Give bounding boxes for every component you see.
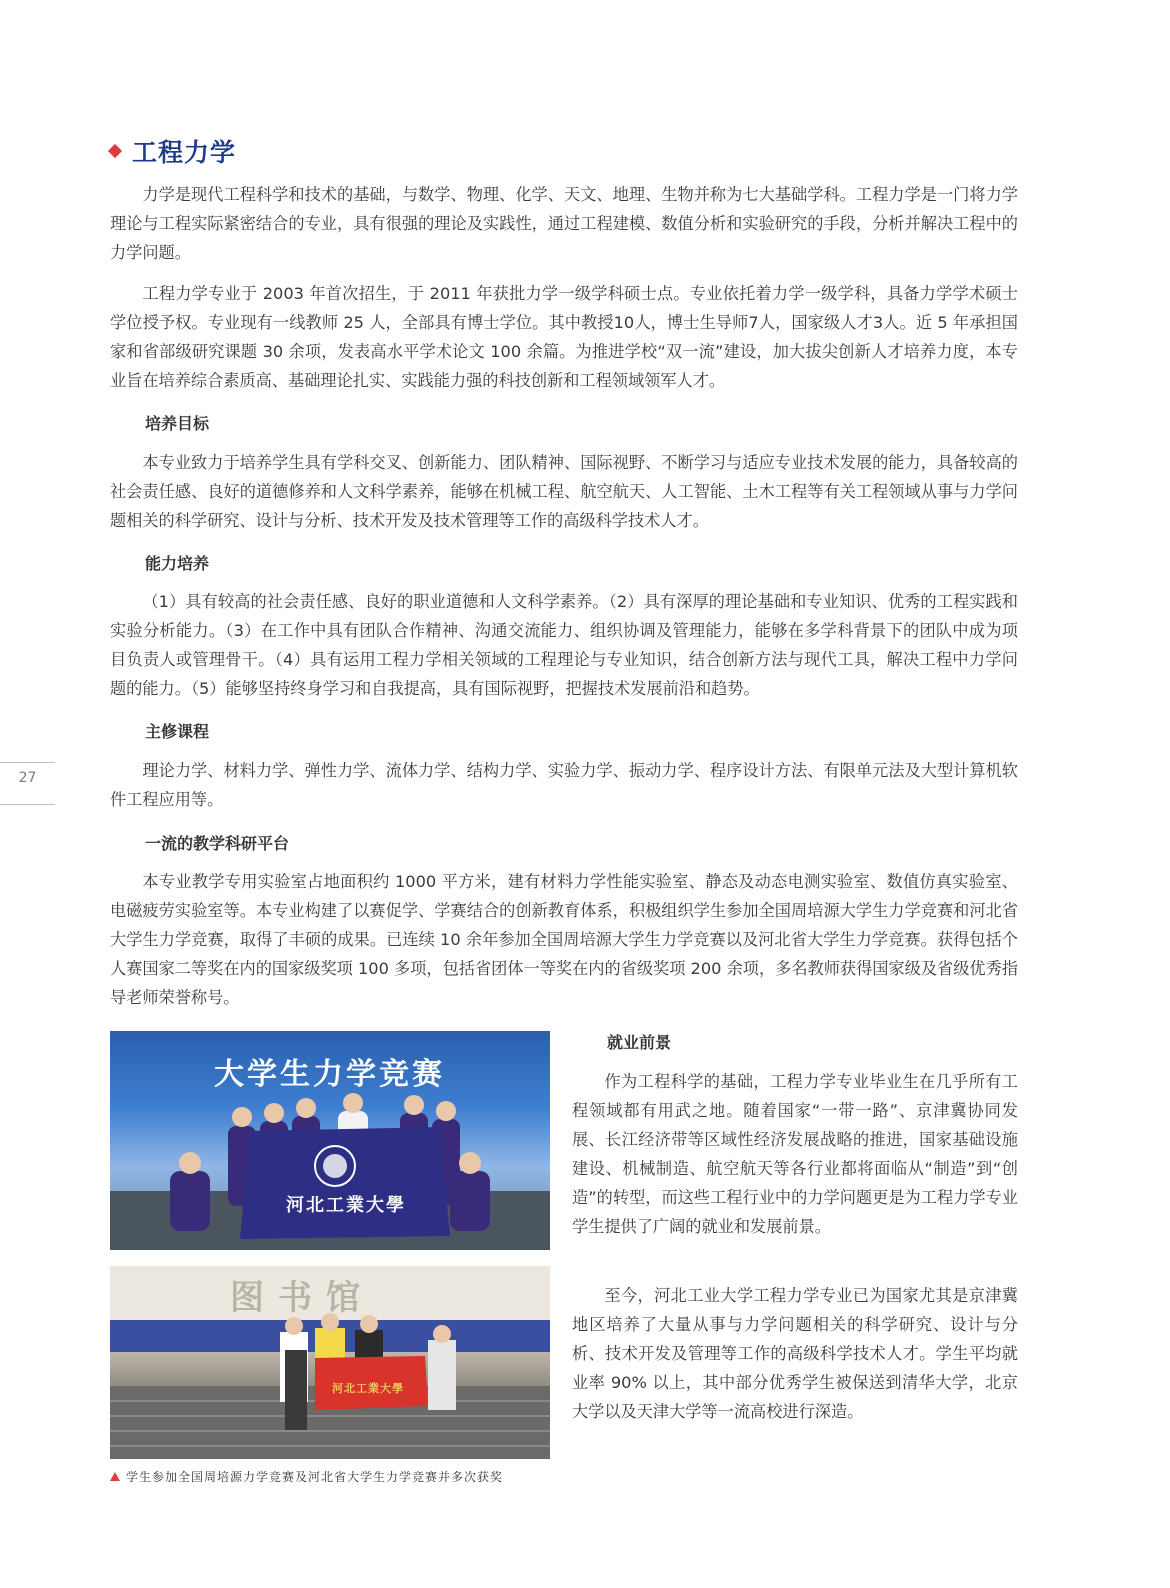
abilities-heading: 能力培养 <box>145 554 210 573</box>
career-heading: 就业前景 <box>607 1033 672 1052</box>
abilities-paragraph: （1）具有较高的社会责任感、良好的职业道德和人文科学素养。（2）具有深厚的理论基础和专业知识、优秀的工程实践和实验分析能力。（3）在工作中具有团队合作精神、沟通交流能力、组织协调及管理能力，能够在多学科背景下的团队中成为项目负责人或管理骨干。（4）具有运用工程力学相关领域的工程理论与专业知识，结合创新方法与现代工具，解决工程中力学问题的能力。（5）能够坚持终身学习和自我提高，具有国际视野，把握技术发展前沿和趋势。 <box>110 592 1018 698</box>
photo-2-sign-text: 图书馆 <box>230 1278 374 1318</box>
intro-paragraph: 力学是现代工程科学和技术的基础，与数学、物理、化学、天文、地理、生物并称为七大基础学科。工程力学是一门将力学理论与工程实际紧密结合的专业，具有很强的理论及实践性，通过工程建模、数值分析和实验研究的手段，分析并解决工程中的力学问题。 <box>110 185 1018 262</box>
page-number-rule-top <box>0 762 55 763</box>
goals-heading: 培养目标 <box>145 414 210 433</box>
photo-caption-text: 学生参加全国周培源力学竞赛及河北省大学生力学竞赛并多次获奖 <box>126 1470 504 1484</box>
triangle-bullet-icon <box>110 1472 120 1481</box>
history-paragraph: 工程力学专业于 2003 年首次招生，于 2011 年获批力学一级学科硕士点。专业依托着力学一级学科，具备力学学术硕士学位授予权。专业现有一线教师 25 人，全部具有博士学位。其中教授10人，博士生导师7人，国家级人才3人。近 5 年承担国家和省部级研究课题 30 余项，发表高水平学术论文 100 余篇。为推进学校“双一流”建设，加大拔尖创新人才培养力度，本专业旨在培养综合素质高、基础理论扎实、实践能力强的科技创新和工程领域领军人才。 <box>110 284 1018 390</box>
page-number: 27 <box>18 770 37 786</box>
section-title-row <box>110 134 236 168</box>
photo-caption <box>110 1468 503 1485</box>
career-paragraph-2: 至今，河北工业大学工程力学专业已为国家尤其是京津冀地区培养了大量从事与力学问题相关的科学研究、设计与分析、技术开发及管理等工作的高级科学技术人才。学生平均就业率 90% 以上，其中部分优秀学生被保送到清华大学，北京大学以及天津大学等一流高校进行深造。 <box>572 1286 1018 1421</box>
platform-heading: 一流的教学科研平台 <box>145 834 290 853</box>
career-paragraph-1: 作为工程科学的基础，工程力学专业毕业生在几乎所有工程领域都有用武之地。随着国家“一带一路”、京津冀协同发展、长江经济带等区域性经济发展战略的推进，国家基础设施建设、机械制造、航空航天等各行业都将面临从“制造”到“创造”的转型，而这些工程行业中的力学问题更是为工程力学专业学生提供了广阔的就业和发展前景。 <box>572 1072 1018 1236</box>
competition-photo-1 <box>110 1031 550 1250</box>
photo-2-flag-text: 河北工業大學 <box>332 1382 404 1395</box>
section-title: 工程力学 <box>132 138 237 167</box>
competition-photo-2 <box>110 1266 550 1459</box>
platform-paragraph: 本专业教学专用实验室占地面积约 1000 平方米，建有材料力学性能实验室、静态及动态电测实验室、数值仿真实验室、电磁疲劳实验室等。本专业构建了以赛促学、学赛结合的创新教育体系，积极组织学生参加全国周培源大学生力学竞赛和河北省大学生力学竞赛，取得了丰硕的成果。已连续 10 余年参加全国周培源大学生力学竞赛以及河北省大学生力学竞赛。获得包括个人赛国家二等奖在内的国家级奖项 100 多项，包括省团体一等奖在内的省级奖项 200 余项，多名教师获得国家级及省级优秀指导老师荣誉称号。 <box>110 872 1018 1007</box>
page-number-rule-bottom <box>0 804 55 805</box>
goals-paragraph: 本专业致力于培养学生具有学科交叉、创新能力、团队精神、国际视野、不断学习与适应专业技术发展的能力，具备较高的社会责任感、良好的道德修养和人文科学素养，能够在机械工程、航空航天、人工智能、土木工程等有关工程领域从事与力学问题相关的科学研究、设计与分析、技术开发及技术管理等工作的高级科学技术人才。 <box>110 453 1018 530</box>
photo-1-flag-text: 河北工業大學 <box>286 1195 406 1216</box>
courses-paragraph: 理论力学、材料力学、弹性力学、流体力学、结构力学、实验力学、振动力学、程序设计方法、有限单元法及大型计算机软件工程应用等。 <box>110 761 1018 809</box>
photo-1-banner-text: 大学生力学竞赛 <box>214 1057 445 1092</box>
courses-heading: 主修课程 <box>145 722 210 741</box>
diamond-bullet-icon <box>108 144 122 158</box>
